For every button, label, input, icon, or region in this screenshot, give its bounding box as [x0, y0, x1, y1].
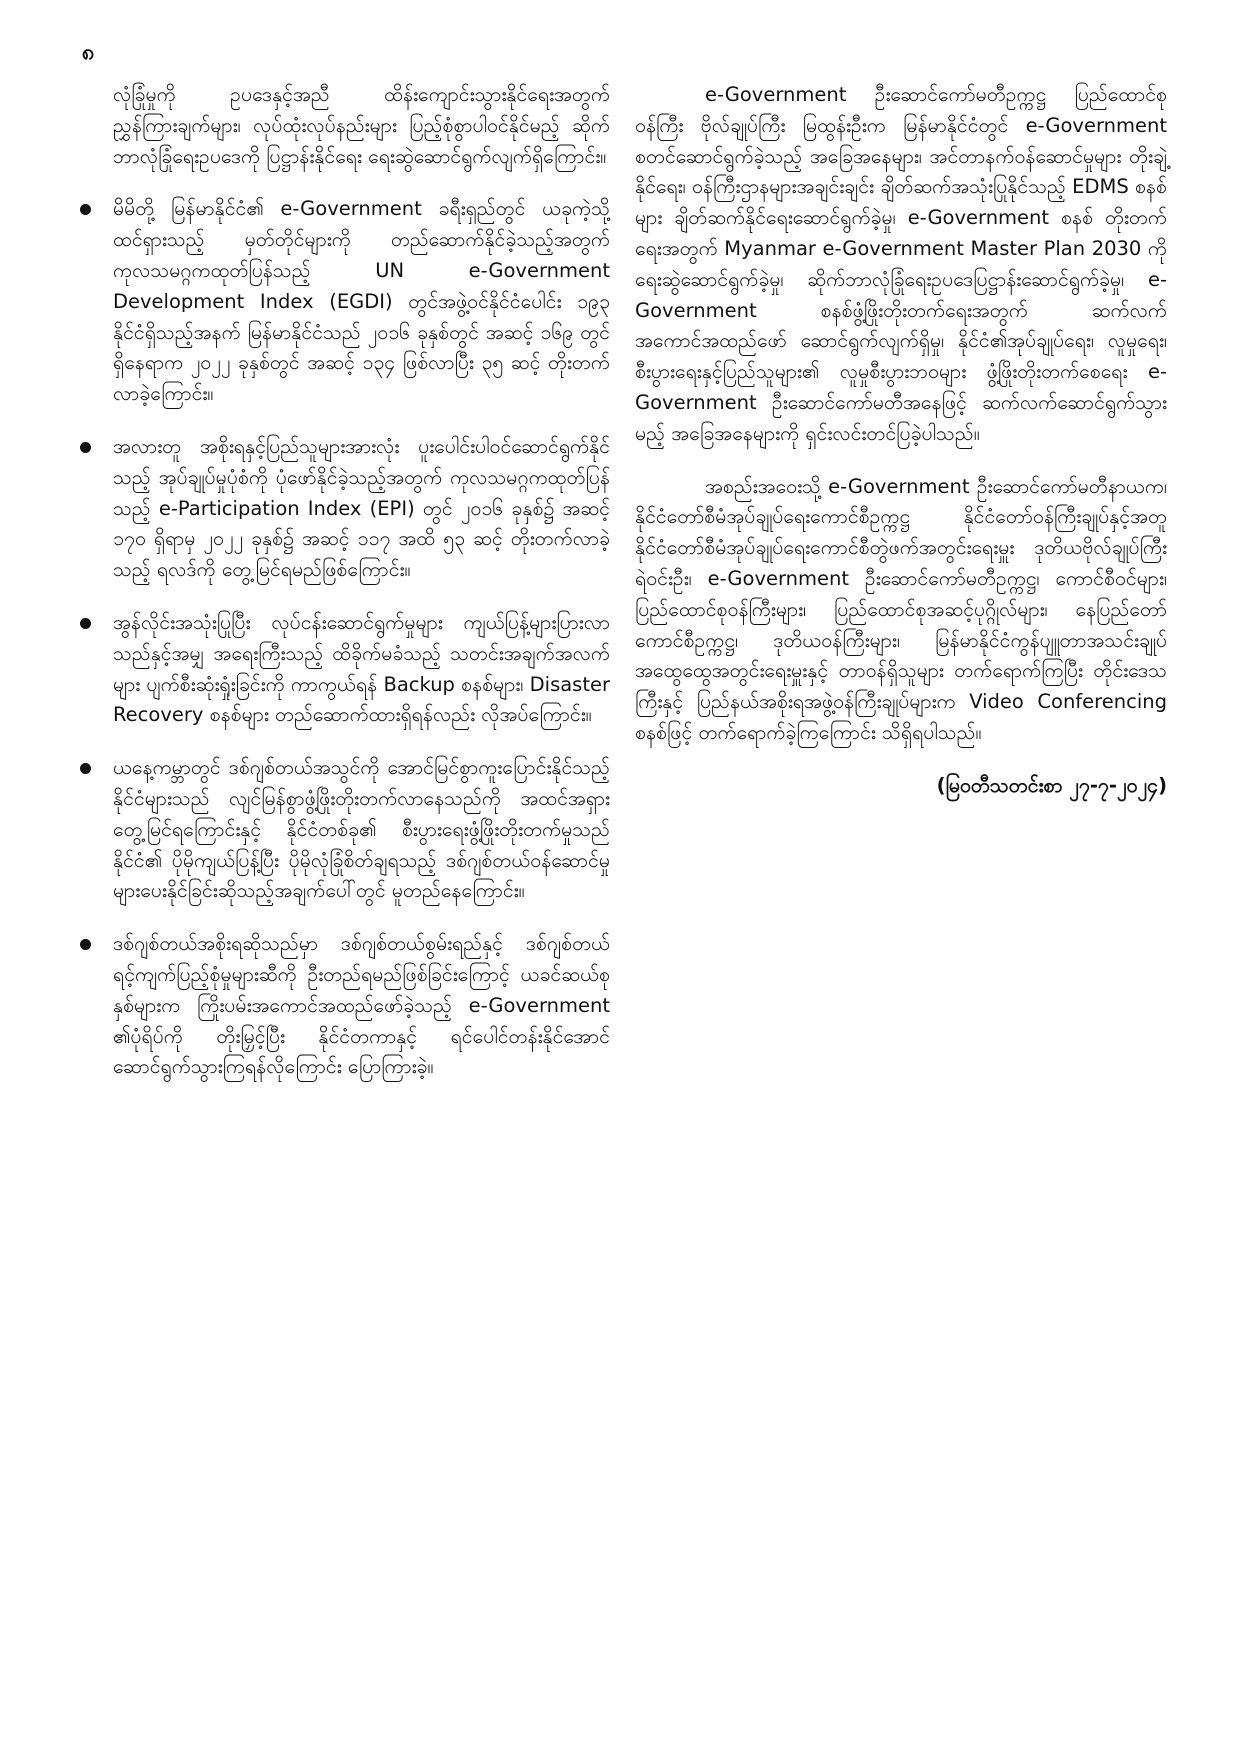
bullet-text: ယနေ့ကမ္ဘာတွင် ဒစ်ဂျစ်တယ်အသွင်ကို အောင်မြင်စွာကူးပြောင်းနိုင်သည့် နိုင်ငံများသည် လျင်မြန်စွာဖွံ့ဖြိုးတိုးတက်လာနေသည်ကို အထင်အရှားတွေ့မြင်ရကြောင်းနှင့် နိုင်ငံတစ်ခု၏ စီးပွားရေးဖွံ့ဖြိုးတိုးတက်မှုသည် နိုင်ငံ၏ ပိုမိုကျယ်ပြန့်ပြီး ပိုမိုလုံခြုံစိတ်ချရသည့် ဒစ်ဂျစ်တယ်ဝန်ဆောင်မှုများပေးနိုင်ခြင်းဆိုသည့်အချက်ပေါ်တွင် မူတည်နေကြောင်း။: [113, 756, 610, 903]
bullet-icon: [80, 442, 91, 453]
bullet-item: [113, 929, 610, 1083]
bullet-item: [113, 753, 610, 907]
bullet-item: [113, 608, 610, 731]
bullet-item: [113, 432, 610, 586]
continuation-paragraph: လုံခြုံမှုကို ဥပဒေနှင့်အညီ ထိန်းကျောင်းသွားနိုင်ရေးအတွက် ညွှန်ကြားချက်များ၊ လုပ်ထုံးလုပ်နည်းများ ပြည့်စုံစွာပါဝင်နိုင်မည့် ဆိုက်ဘာလုံခြုံရေးဥပဒေကို ပြဋ္ဌာန်းနိုင်ရေး ရေးဆွဲဆောင်ရွက်လျက်ရှိကြောင်း။: [113, 83, 610, 168]
bullet-text: မိမိတို့ မြန်မာနိုင်ငံ၏ e-Government ခရီးရှည်တွင် ယခုကဲ့သို့ထင်ရှားသည့် မှတ်တိုင်များကို တည်ဆောက်နိုင်ခဲ့သည့်အတွက် ကုလသမဂ္ဂကထုတ်ပြန်သည့် UN e-Government Development Index (EGDI) တွင်အဖွဲ့ဝင်နိုင်ငံပေါင်း ၁၉၃ နိုင်ငံရှိသည့်အနက် မြန်မာနိုင်ငံသည် ၂၀၁၆ ခုနှစ်တွင် အဆင့် ၁၆၉ တွင် ရှိနေရာက ၂၀၂၂ ခုနှစ်တွင် အဆင့် ၁၃၄ ဖြစ်လာပြီး ၃၅ ဆင့် တိုးတက်လာခဲ့ကြောင်း။: [113, 197, 610, 406]
bullet-text: အလားတူ အစိုးရနှင့်ပြည်သူများအားလုံး ပူးပေါင်းပါဝင်ဆောင်ရွက်နိုင်သည့် အုပ်ချုပ်မှုပုံစံကို ပုံဖော်နိုင်ခဲ့သည့်အတွက် ကုလသမဂ္ဂကထုတ်ပြန်သည့် e-Participation Index (EPI) တွင် ၂၀၁၆ ခုနှစ်၌ အဆင့် ၁၇၀ ရှိရာမှ ၂၀၂၂ ခုနှစ်၌ အဆင့် ၁၁၇ အထိ ၅၃ ဆင့် တိုးတက်လာခဲ့သည့် ရလဒ်ကို တွေ့မြင်ရမည်ဖြစ်ကြောင်း။: [113, 434, 610, 582]
bullet-icon: [80, 939, 91, 950]
bullet-icon: [80, 763, 91, 774]
body-paragraph: e-Government ဦးဆောင်ကော်မတီဥက္ကဋ္ဌ ပြည်ထောင်စုဝန်ကြီး ဗိုလ်ချုပ်ကြီး မြထွန်းဦးက မြန်မာနိုင်ငံတွင် e-Government စတင်ဆောင်ရွက်ခဲ့သည့် အခြေအနေများ၊ အင်တာနက်ဝန်ဆောင်မှုများ တိုးချဲ့နိုင်ရေး၊ ဝန်ကြီးဌာနများအချင်းချင်း ချိတ်ဆက်အသုံးပြုနိုင်သည့် EDMS စနစ်များ ချိတ်ဆက်နိုင်ရေးဆောင်ရွက်ခဲ့မှု၊ e-Government စနစ် တိုးတက်ရေးအတွက် Myanmar e-Government Master Plan 2030 ကို ရေးဆွဲဆောင်ရွက်ခဲ့မှု၊ ဆိုက်ဘာလုံခြုံရေးဥပဒေပြဋ္ဌာန်းဆောင်ရွက်ခဲ့မှု၊ e-Government စနစ်ဖွံ့ဖြိုးတိုးတက်ရေးအတွက် ဆက်လက်အကောင်အထည်ဖော် ဆောင်ရွက်လျက်ရှိမှု၊ နိုင်ငံ၏အုပ်ချုပ်ရေး၊ လူမှုရေး၊ စီးပွားရေးနှင့်ပြည်သူများ၏ လူမှုစီးပွားဘဝများ ဖွံ့ဖြိုးတိုးတက်စေရေး e-Government ဦးဆောင်ကော်မတီအနေဖြင့် ဆက်လက်ဆောင်ရွက်သွားမည့် အခြေအနေများကို ရှင်းလင်းတင်ပြခဲ့ပါသည်။: [635, 83, 1167, 445]
page-number: ၈: [82, 40, 95, 65]
source-citation: (မြဝတီသတင်းစာ ၂၇-၇-၂၀၂၄): [936, 773, 1167, 797]
left-column: [113, 80, 610, 1105]
bullet-icon: [80, 204, 91, 215]
bullet-text: အွန်လိုင်းအသုံးပြုပြီး လုပ်ငန်းဆောင်ရွက်မှုများ ကျယ်ပြန့်များပြားလာသည်နှင့်အမျှ အရေးကြီးသည့် ထိခိုက်မခံသည့် သတင်းအချက်အလက်များ ပျက်စီးဆုံးရှုံးခြင်းကို ကာကွယ်ရန် Backup စနစ်များ၊ Disaster Recovery စနစ်များ တည်ဆောက်ထားရှိရန်လည်း လိုအပ်ကြောင်း။: [113, 610, 610, 727]
bullet-item: [113, 194, 610, 410]
bullet-text: ဒစ်ဂျစ်တယ်အစိုးရဆိုသည်မှာ ဒစ်ဂျစ်တယ်စွမ်းရည်နှင့် ဒစ်ဂျစ်တယ်ရင့်ကျက်ပြည့်စုံမှုများဆီကို ဦးတည်ရမည်ဖြစ်ခြင်းကြောင့် ယခင်ဆယ်စုနှစ်များက ကြိုးပမ်းအကောင်အထည်ဖော်ခဲ့သည့် e-Government ၏ပုံရိပ်ကို တိုးမြှင့်ပြီး နိုင်ငံတကာနှင့် ရင်ပေါင်တန်းနိုင်အောင် ဆောင်ရွက်သွားကြရန်လိုကြောင်း ပြောကြားခဲ့။: [113, 932, 610, 1079]
bullet-icon: [80, 618, 91, 629]
right-column: [635, 80, 1167, 802]
body-paragraph: အစည်းအဝေးသို့ e-Government ဦးဆောင်ကော်မတီနာယက၊ နိုင်ငံတော်စီမံအုပ်ချုပ်ရေးကောင်စီဥက္ကဋ္ဌ နိုင်ငံတော်ဝန်ကြီးချုပ်နှင့်အတူ နိုင်ငံတော်စီမံအုပ်ချုပ်ရေးကောင်စီတွဲဖက်အတွင်းရေးမှူး ဒုတိယဗိုလ်ချုပ်ကြီး ရဲဝင်းဦး၊ e-Government ဦးဆောင်ကော်မတီဥက္ကဋ္ဌ၊ ကောင်စီဝင်များ၊ ပြည်ထောင်စုဝန်ကြီးများ၊ ပြည်ထောင်စုအဆင့်ပုဂ္ဂိုလ်များ၊ နေပြည်တော်ကောင်စီဥက္ကဋ္ဌ၊ ဒုတိယဝန်ကြီးများ၊ မြန်မာနိုင်ငံကွန်ပျူတာအသင်းချုပ်အထွေထွေအတွင်းရေးမှူးနှင့် တာဝန်ရှိသူများ တက်ရောက်ကြပြီး တိုင်းဒေသကြီးနှင့် ပြည်နယ်အစိုးရအဖွဲ့ဝန်ကြီးချုပ်များက Video Conferencing စနစ်ဖြင့် တက်ရောက်ခဲ့ကြကြောင်း သိရှိရပါသည်။: [635, 474, 1167, 744]
